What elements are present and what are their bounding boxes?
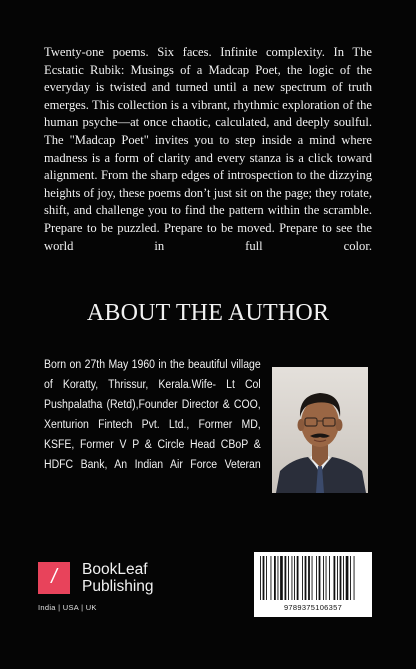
author-bio: Born on 27th May 1960 in the beautiful village of Koratty, Thrissur, Kerala.Wife- Lt Col Pushpalatha (Retd),Founder Director & COO, Xenturion Fintech Pvt. Ltd., Former MD, KSFE, Former V P & Circle Head CBoP & HDFC Bank, An Indian Air Force Veteran bbox=[44, 357, 261, 471]
isbn-number: 9789375106357 bbox=[283, 603, 343, 612]
publisher-tagline: India | USA | UK bbox=[38, 603, 97, 612]
barcode-bars bbox=[254, 552, 372, 604]
isbn-barcode bbox=[254, 552, 372, 617]
publisher-name-line2: Publishing bbox=[82, 577, 154, 595]
about-the-author-heading: ABOUT THE AUTHOR bbox=[86, 300, 330, 326]
author-photo bbox=[272, 367, 368, 493]
back-cover-blurb: Twenty-one poems. Six faces. Infinite complexity. In The Ecstatic Rubik: Musings of a Madcap Poet, the logic of the everyday is twisted and turned until a new spectrum of truth emerges. This collection is a vibrant, rhythmic exploration of the human psyche—at once chaotic, calculated, and deeply soulful. The "Madcap Poet" invites you to step inside a mind where madness is a form of clarity and every stanza is a click toward alignment. From the sharp edges of introspection to the dizzying heights of joy, these poems don’t just sit on the page; they rotate, shift, and challenge you to find the pattern within the scramble. Prepare to be puzzled. Prepare to be moved. Prepare to see the world in full color. bbox=[44, 45, 372, 253]
publisher-logo-mark: / bbox=[38, 562, 70, 594]
publisher-logo bbox=[38, 562, 208, 612]
publisher-name bbox=[82, 562, 154, 595]
author-portrait-image bbox=[272, 367, 368, 493]
publisher-name-line1: BookLeaf bbox=[82, 561, 148, 578]
